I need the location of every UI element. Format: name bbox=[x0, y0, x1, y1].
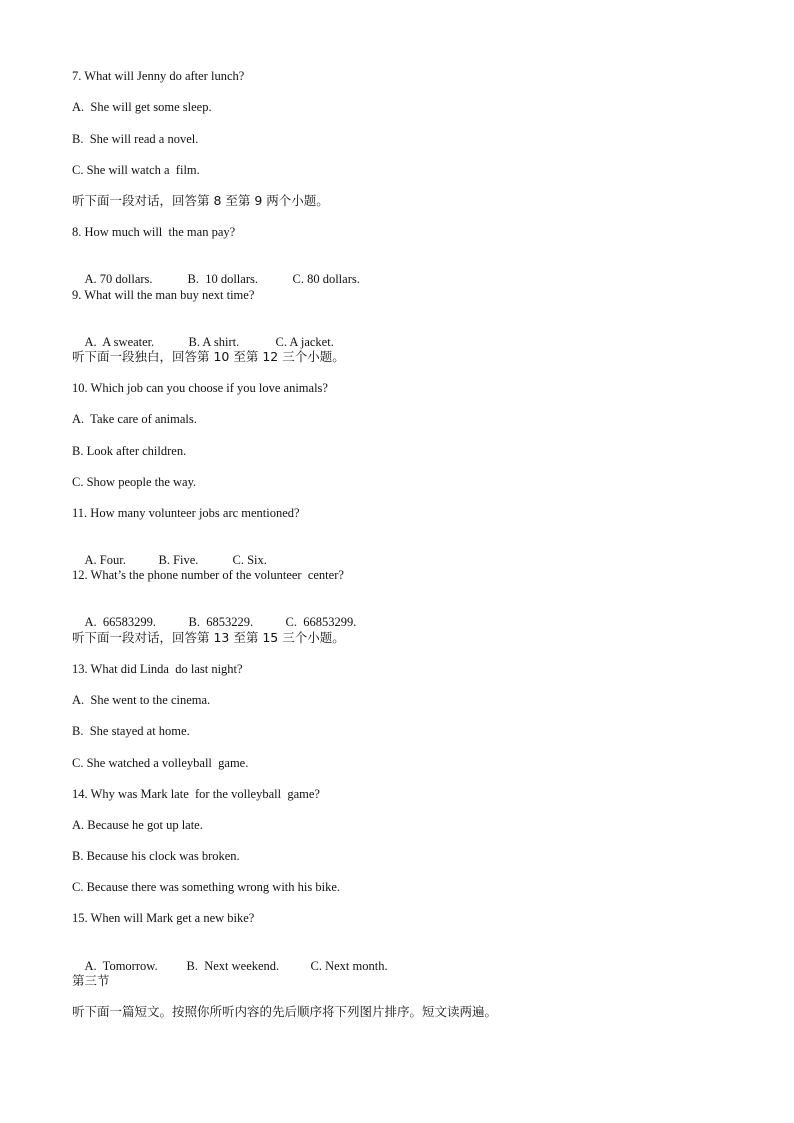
option-13c: C. She watched a volleyball game. bbox=[72, 756, 249, 770]
instruction-10-12: 听下面一段独白，回答第 10 至第 12 三个小题。 bbox=[72, 349, 345, 364]
option-15a: A. Tomorrow. bbox=[84, 959, 158, 973]
option-12a: A. 66583299. bbox=[84, 615, 157, 629]
question-12: 12. What’s the phone number of the volunteer center? bbox=[72, 568, 344, 582]
option-13a: A. She went to the cinema. bbox=[72, 693, 211, 707]
instruction-8-9: 听下面一段对话，回答第 8 至第 9 两个小题。 bbox=[72, 193, 329, 208]
question-9: 9. What will the man buy next time? bbox=[72, 288, 255, 302]
option-12c: C. 66853299. bbox=[285, 615, 357, 629]
option-8c: C. 80 dollars. bbox=[292, 272, 360, 286]
option-8a: A. 70 dollars. bbox=[84, 272, 153, 286]
option-14a: A. Because he got up late. bbox=[72, 818, 203, 832]
option-7a: A. She will get some sleep. bbox=[72, 100, 212, 114]
option-8b: B. 10 dollars. bbox=[187, 272, 258, 286]
option-14b: B. Because his clock was broken. bbox=[72, 849, 240, 863]
question-7: 7. What will Jenny do after lunch? bbox=[72, 69, 245, 83]
option-10a: A. Take care of animals. bbox=[72, 412, 197, 426]
option-10b: B. Look after children. bbox=[72, 444, 187, 458]
option-7b: B. She will read a novel. bbox=[72, 132, 199, 146]
option-11a: A. Four. bbox=[84, 553, 126, 567]
option-11b: B. Five. bbox=[158, 553, 199, 567]
question-14: 14. Why was Mark late for the volleyball game? bbox=[72, 787, 320, 801]
options-row-15 bbox=[72, 942, 388, 990]
question-11: 11. How many volunteer jobs arc mentioned? bbox=[72, 506, 300, 520]
question-8: 8. How much will the man pay? bbox=[72, 225, 236, 239]
option-9a: A. A sweater. bbox=[84, 335, 155, 349]
instruction-13-15: 听下面一段对话，回答第 13 至第 15 三个小题。 bbox=[72, 630, 345, 645]
question-15: 15. When will Mark get a new bike? bbox=[72, 911, 255, 925]
option-7c: C. She will watch a film. bbox=[72, 163, 200, 177]
option-13b: B. She stayed at home. bbox=[72, 724, 190, 738]
option-14c: C. Because there was something wrong with his bike. bbox=[72, 880, 341, 894]
option-9b: B. A shirt. bbox=[188, 335, 240, 349]
option-9c: C. A jacket. bbox=[275, 335, 334, 349]
question-10: 10. Which job can you choose if you love animals? bbox=[72, 381, 328, 395]
option-12b: B. 6853229. bbox=[188, 615, 254, 629]
option-15c: C. Next month. bbox=[310, 959, 388, 973]
instruction-section-3: 听下面一篇短文。按照你所听内容的先后顺序将下列图片排序。短文读两遍。 bbox=[72, 1004, 498, 1019]
section-heading-3: 第三节 bbox=[72, 973, 110, 988]
option-10c: C. Show people the way. bbox=[72, 475, 197, 489]
question-13: 13. What did Linda do last night? bbox=[72, 662, 243, 676]
option-11c: C. Six. bbox=[232, 553, 267, 567]
option-15b: B. Next weekend. bbox=[186, 959, 280, 973]
